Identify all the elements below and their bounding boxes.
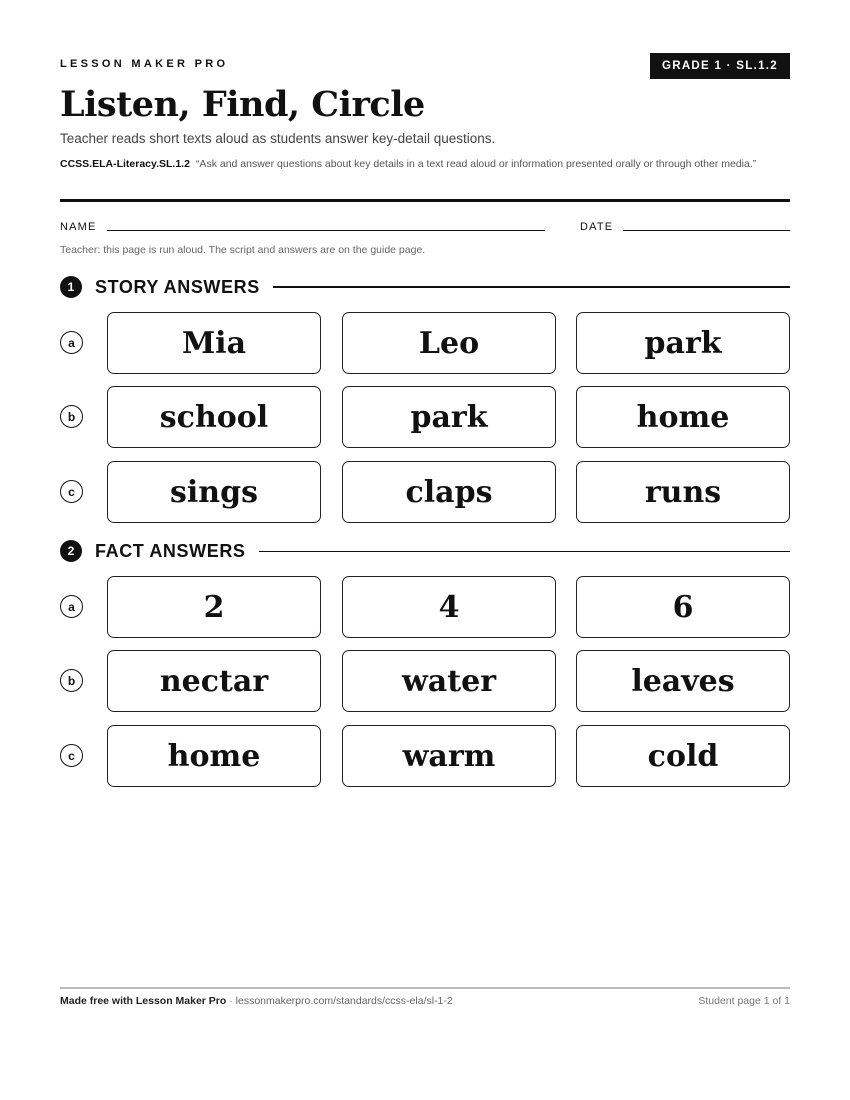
footer-page-info: Student page 1 of 1 [698,995,790,1007]
page-subtitle: Teacher reads short texts aloud as students answer key-detail questions. [60,131,496,146]
answer-choice[interactable]: 6 [576,576,790,638]
name-label: NAME [60,221,97,233]
answer-choice[interactable]: sings [107,461,321,523]
worksheet-page [60,0,790,1100]
date-field[interactable] [623,230,790,231]
answer-choice[interactable]: runs [576,461,790,523]
section-story-answers [60,275,790,299]
footer-made-with: Made free with Lesson Maker Pro [60,995,227,1007]
answer-choice[interactable]: nectar [107,650,321,712]
answer-choice[interactable]: park [576,312,790,374]
grade-badge: GRADE 1 · SL.1.2 [650,53,790,79]
answer-row [60,576,790,638]
section-fact-answers [60,539,790,563]
footer-url[interactable]: lessonmakerpro.com/standards/ccss-ela/sl-1-2 [235,995,453,1007]
answer-choice[interactable]: home [576,386,790,448]
answer-choice[interactable]: Mia [107,312,321,374]
section-title: STORY ANSWERS [95,276,260,297]
standard-code: CCSS.ELA-Literacy.SL.1.2 [60,158,190,170]
answer-choice[interactable]: water [342,650,556,712]
row-letter: a [60,331,83,354]
brand-name: LESSON MAKER PRO [60,58,229,70]
row-letter: c [60,480,83,503]
section-rule [273,286,790,288]
answer-choice[interactable]: home [107,725,321,787]
answer-choice[interactable]: leaves [576,650,790,712]
header-divider [60,199,790,202]
answer-choice[interactable]: park [342,386,556,448]
standard-quote: “Ask and answer questions about key details in a text read aloud or information presented orally or through other media.” [195,158,757,170]
footer-credit [60,995,453,1007]
name-field[interactable] [107,230,545,231]
answer-choice[interactable]: school [107,386,321,448]
answer-choice[interactable]: claps [342,461,556,523]
answer-choice[interactable]: 4 [342,576,556,638]
row-letter: a [60,595,83,618]
row-letter: c [60,744,83,767]
answer-row [60,725,790,787]
footer-divider [60,987,790,989]
answer-choice[interactable]: cold [576,725,790,787]
answer-choice[interactable]: Leo [342,312,556,374]
answer-row [60,386,790,448]
answer-choice[interactable]: warm [342,725,556,787]
section-rule [259,551,790,552]
section-title: FACT ANSWERS [95,540,246,561]
date-label: DATE [580,221,614,233]
row-letter: b [60,405,83,428]
answer-row [60,650,790,712]
standard-description [60,156,790,172]
section-number: 2 [60,540,82,562]
answer-row [60,312,790,374]
section-number: 1 [60,276,82,298]
footer-separator: · [226,995,236,1007]
answer-row [60,461,790,523]
teacher-note: Teacher: this page is run aloud. The script and answers are on the guide page. [60,244,426,256]
page-title: Listen, Find, Circle [60,84,425,125]
row-letter: b [60,669,83,692]
answer-choice[interactable]: 2 [107,576,321,638]
